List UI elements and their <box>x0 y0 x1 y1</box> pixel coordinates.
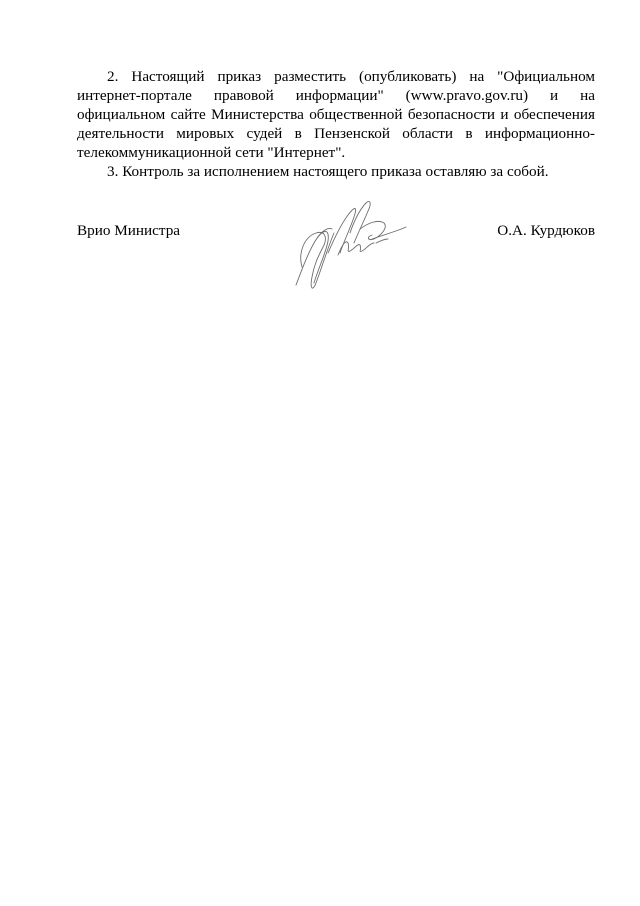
signatory-name: О.А. Курдюков <box>497 222 595 239</box>
paragraph-publication: 2. Настоящий приказ разместить (опубликовать) на "Официальном интернет-портале правовой информации" (www.pravo.gov.ru) и на официальном сайте Министерства общественной безопасности и обеспечения деятельности мировых судей в Пензенской области в информационно-телекоммуникационной сети "Интернет". <box>77 68 595 161</box>
paragraph-control: 3. Контроль за исполнением настоящего приказа оставляю за собой. <box>107 163 549 180</box>
handwritten-signature <box>288 193 410 295</box>
signatory-role: Врио Министра <box>77 222 181 239</box>
document-body <box>77 67 595 181</box>
